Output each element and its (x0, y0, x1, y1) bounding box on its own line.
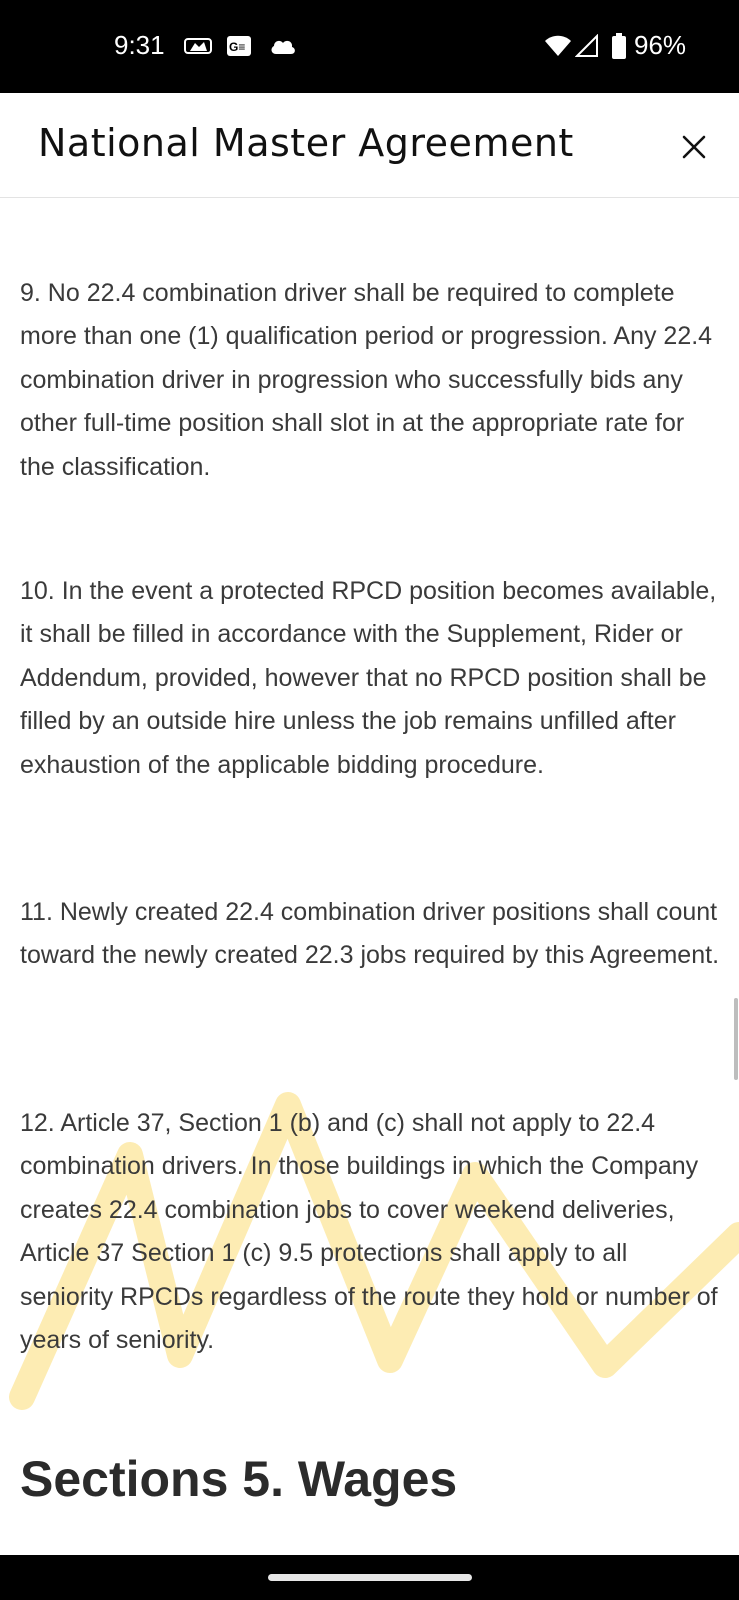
paragraph-12: 12. Article 37, Section 1 (b) and (c) shall not apply to 22.4 combination drivers. In those buildings in which the Company creates 22.4 combination jobs to cover weekend deliveries, Article 37 Section 1 (c) 9.5 protections shall apply to all seniority RPCDs regardless of the route they hold or number of years of seniority. (20, 1109, 718, 1355)
home-gesture-handle[interactable] (268, 1574, 472, 1581)
section-heading: Sections 5. Wages (20, 1451, 458, 1507)
battery-icon (611, 33, 627, 60)
svg-text:G≡: G≡ (229, 40, 246, 54)
cellular-signal-icon (575, 34, 599, 58)
app-header (0, 93, 739, 198)
status-time: 9:31 (114, 30, 165, 60)
paragraph-11: 11. Newly created 22.4 combination driver positions shall count toward the newly created 22.3 jobs required by this Agreement. (20, 898, 720, 970)
scrollbar-thumb[interactable] (734, 998, 738, 1080)
mlb-icon (184, 34, 212, 58)
page-title: National Master Agreement (38, 121, 574, 165)
paragraph-10: 10. In the event a protected RPCD position becomes available, it shall be filled in accordance with the Supplement, Rider or Addendum, provided, however that no RPCD position shall be filled by an outside hire unless the job remains unfilled after exhaustion of the applicable bidding procedure. (20, 577, 717, 779)
cloud-icon (268, 34, 298, 58)
status-bar (0, 0, 739, 93)
agreement-content[interactable] (0, 198, 739, 1555)
wifi-icon (544, 34, 572, 58)
close-icon[interactable] (676, 129, 712, 165)
battery-percent: 96% (634, 30, 687, 60)
system-nav-bar (0, 1555, 739, 1600)
ge-news-icon (226, 34, 252, 58)
paragraph-9: 9. No 22.4 combination driver shall be required to complete more than one (1) qualification period or progression. Any 22.4 combination driver in progression who successfully bids any other full-time position shall slot in at the appropriate rate for the classification. (20, 279, 713, 481)
